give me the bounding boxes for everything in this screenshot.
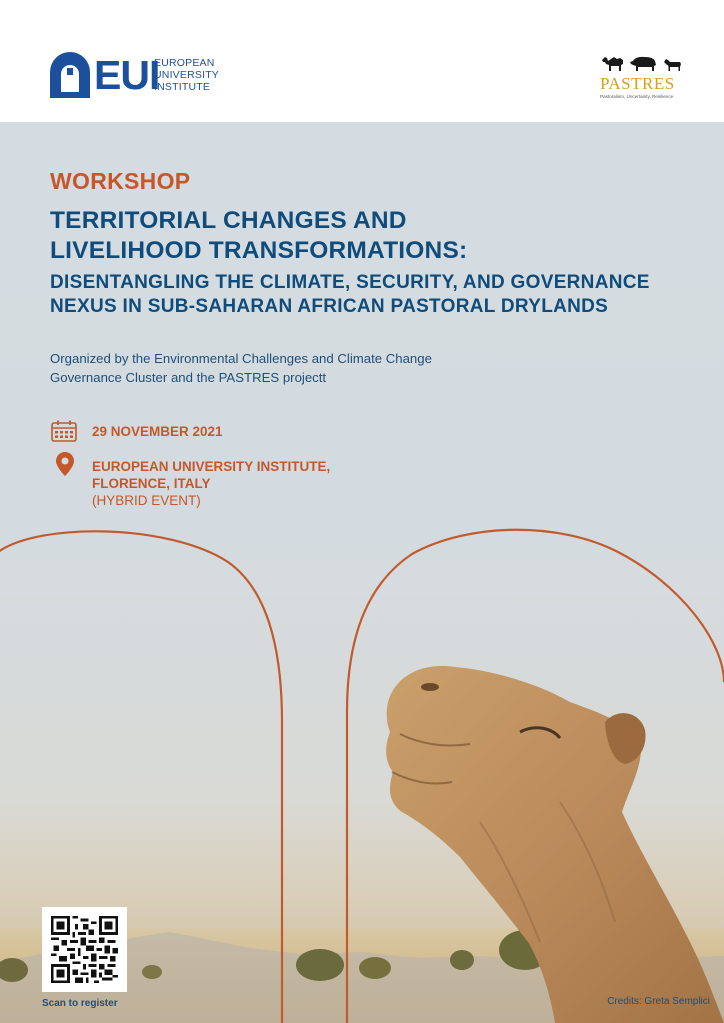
eui-arch-icon bbox=[50, 52, 90, 98]
event-format: (HYBRID EVENT) bbox=[92, 493, 201, 508]
event-location-line: FLORENCE, ITALY bbox=[92, 476, 211, 491]
pastres-tagline: Pastoralism, Uncertainty, Resilience bbox=[600, 94, 674, 99]
organizer-line: Governance Cluster and the PASTRES projectt bbox=[50, 370, 327, 385]
event-location-row bbox=[50, 452, 450, 512]
eui-name bbox=[154, 57, 264, 93]
organizer-line: Organized by the Environmental Challenges and Climate Change bbox=[50, 351, 432, 366]
registration-qr-code[interactable] bbox=[42, 907, 127, 992]
pastres-logo[interactable] bbox=[596, 52, 686, 104]
scan-to-register-label: Scan to register bbox=[42, 998, 118, 1009]
map-pin-icon bbox=[56, 452, 74, 476]
event-subtitle-line: NEXUS IN SUB-SAHARAN AFRICAN PASTORAL DRYLANDS bbox=[50, 296, 609, 317]
event-kicker: WORKSHOP bbox=[50, 168, 191, 194]
eui-letters: EUI bbox=[94, 52, 160, 98]
qr-code-icon bbox=[51, 916, 118, 983]
event-location bbox=[92, 458, 492, 509]
eui-name-line: INSTITUTE bbox=[154, 81, 211, 93]
event-location-line: EUROPEAN UNIVERSITY INSTITUTE, bbox=[92, 459, 331, 474]
event-date: 29 NOVEMBER 2021 bbox=[92, 424, 223, 439]
header-bar bbox=[0, 0, 724, 122]
event-date-row bbox=[50, 420, 450, 442]
photo-credits: Credits: Greta Semplici bbox=[607, 996, 710, 1007]
calendar-icon bbox=[50, 420, 78, 442]
event-title-line: TERRITORIAL CHANGES AND bbox=[50, 207, 407, 234]
organizer-text bbox=[50, 349, 610, 387]
pastres-word: PASTRES bbox=[600, 74, 675, 93]
event-title-line: LIVELIHOOD TRANSFORMATIONS: bbox=[50, 237, 468, 264]
event-subtitle bbox=[50, 271, 710, 319]
event-title bbox=[50, 206, 690, 266]
poster-area bbox=[0, 122, 724, 1023]
event-subtitle-line: DISENTANGLING THE CLIMATE, SECURITY, AND GOVERNANCE bbox=[50, 272, 650, 293]
pastres-animals-icon bbox=[596, 52, 686, 74]
eui-name-line: UNIVERSITY bbox=[154, 69, 220, 81]
eui-name-line: EUROPEAN bbox=[154, 57, 215, 69]
